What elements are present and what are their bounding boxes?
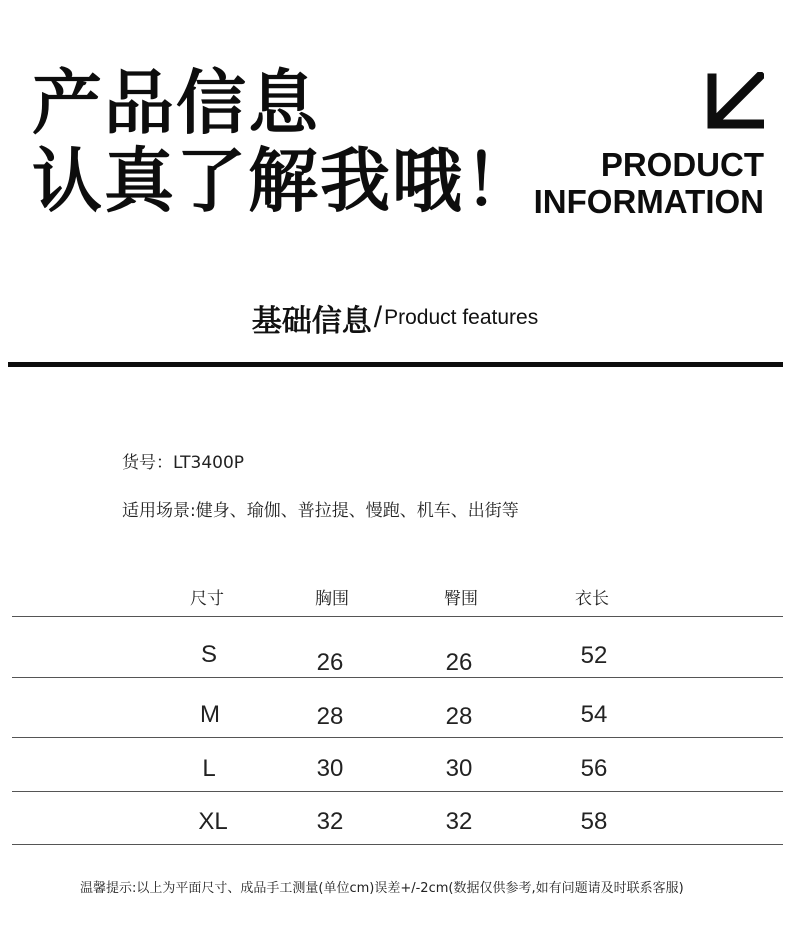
size-footnote: 温馨提示:以上为平面尺寸、成品手工测量(单位cm)误差+/-2cm(数据仅供参考,如有问题请及时联系客服): [80, 881, 684, 896]
column-header-length: 衣长: [575, 589, 609, 609]
table-cell-size: S: [200, 641, 218, 668]
section-title-separator: /: [373, 301, 383, 334]
column-header-chest: 胸围: [315, 589, 349, 609]
section-divider: [8, 362, 783, 367]
column-header-hip: 臀围: [444, 589, 478, 609]
hero-title-line-2: 认真了解我哦！: [32, 140, 536, 222]
column-header-size: 尺寸: [190, 589, 224, 609]
product-information-label: [534, 146, 764, 220]
product-sku: 货号：LT3400P: [122, 453, 245, 473]
table-cell-chest: 32: [316, 808, 344, 835]
section-heading: [0, 296, 790, 340]
table-cell-length: 58: [580, 808, 608, 835]
product-label-line-1: PRODUCT: [600, 146, 764, 183]
table-rule: [12, 737, 783, 738]
table-cell-hip: 26: [445, 649, 473, 676]
table-rule: [12, 677, 783, 678]
table-cell-chest: 30: [316, 755, 344, 782]
table-cell-hip: 32: [445, 808, 473, 835]
table-cell-chest: 26: [316, 649, 344, 676]
arrow-down-left-icon: [704, 72, 764, 132]
hero-title-line-1: 产品信息: [32, 62, 320, 144]
table-cell-hip: 30: [445, 755, 473, 782]
table-cell-length: 54: [580, 701, 608, 728]
size-table: [12, 580, 783, 850]
usage-scenarios: 适用场景:健身、瑜伽、普拉提、慢跑、机车、出街等: [122, 501, 519, 521]
table-rule: [12, 791, 783, 792]
table-cell-length: 56: [580, 755, 608, 782]
product-label-line-2: INFORMATION: [533, 183, 764, 220]
table-cell-size: L: [202, 755, 216, 782]
table-cell-size: XL: [198, 808, 228, 835]
table-rule: [12, 844, 783, 845]
table-cell-chest: 28: [316, 703, 344, 730]
section-title-cn: 基础信息: [251, 304, 372, 339]
table-cell-hip: 28: [445, 703, 473, 730]
table-cell-size: M: [200, 701, 220, 728]
hero-title: [32, 64, 536, 220]
table-rule: [12, 616, 783, 617]
section-title-en: Product features: [384, 306, 539, 329]
table-cell-length: 52: [580, 642, 608, 669]
